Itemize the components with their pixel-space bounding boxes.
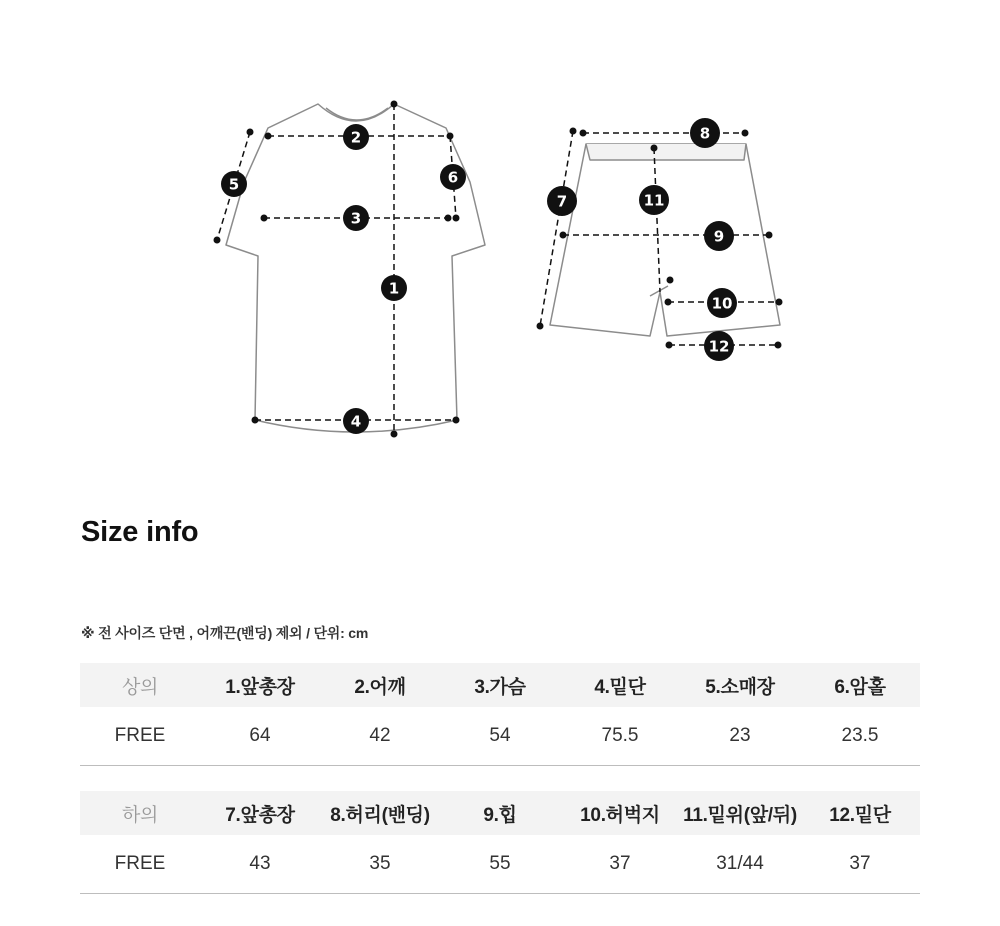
value-cell: 37	[560, 835, 680, 894]
header-cell: 8.허리(밴딩)	[320, 791, 440, 835]
svg-text:3: 3	[350, 209, 362, 228]
marker-8	[690, 118, 720, 148]
header-cell: 4.밑단	[560, 663, 680, 707]
value-cell: 42	[320, 707, 440, 766]
header-cell: 7.앞총장	[200, 791, 320, 835]
table-header-row	[80, 791, 920, 835]
table-row	[80, 835, 920, 894]
marker-4	[343, 408, 369, 434]
svg-text:9: 9	[713, 227, 725, 246]
svg-text:4: 4	[350, 412, 362, 431]
measurement-note: ※ 전 사이즈 단면 , 어깨끈(밴딩) 제외 / 단위: cm	[81, 625, 369, 641]
value-cell: 54	[440, 707, 560, 766]
svg-text:6: 6	[447, 168, 459, 187]
bottom-size-table	[80, 791, 920, 894]
marker-7	[547, 186, 577, 216]
value-cell: 75.5	[560, 707, 680, 766]
header-cell: 3.가슴	[440, 663, 560, 707]
marker-3	[343, 205, 369, 231]
value-cell: 64	[200, 707, 320, 766]
svg-text:7: 7	[556, 192, 568, 211]
header-cell: 10.허벅지	[560, 791, 680, 835]
marker-5	[221, 171, 247, 197]
header-cell: 2.어깨	[320, 663, 440, 707]
top-size-table	[80, 663, 920, 766]
svg-text:10: 10	[711, 294, 733, 313]
header-cell: 9.힙	[440, 791, 560, 835]
svg-text:2: 2	[350, 128, 362, 147]
row-label-top: 상의	[80, 663, 200, 707]
marker-10	[707, 288, 737, 318]
value-cell: 37	[800, 835, 920, 894]
value-cell: 23	[680, 707, 800, 766]
header-cell: 12.밑단	[800, 791, 920, 835]
marker-11	[639, 185, 669, 215]
marker-12	[704, 331, 734, 361]
marker-6	[440, 164, 466, 190]
svg-text:12: 12	[708, 337, 730, 356]
svg-text:8: 8	[699, 124, 711, 143]
table-row	[80, 707, 920, 766]
value-cell: 35	[320, 835, 440, 894]
svg-text:1: 1	[388, 279, 400, 298]
tshirt-outline	[226, 104, 485, 432]
header-cell: 6.암홀	[800, 663, 920, 707]
section-title: Size info	[81, 516, 199, 548]
size-label-cell: FREE	[80, 707, 200, 766]
header-cell: 5.소매장	[680, 663, 800, 707]
header-cell: 11.밑위(앞/뒤)	[680, 791, 800, 835]
value-cell: 23.5	[800, 707, 920, 766]
value-cell: 55	[440, 835, 560, 894]
value-cell: 43	[200, 835, 320, 894]
header-cell: 1.앞총장	[200, 663, 320, 707]
size-label-cell: FREE	[80, 835, 200, 894]
shorts-outline	[550, 144, 780, 336]
marker-1	[381, 275, 407, 301]
svg-text:11: 11	[643, 191, 665, 210]
table-header-row	[80, 663, 920, 707]
value-cell: 31/44	[680, 835, 800, 894]
marker-9	[704, 221, 734, 251]
svg-text:5: 5	[228, 175, 240, 194]
row-label-bottom: 하의	[80, 791, 200, 835]
marker-2	[343, 124, 369, 150]
